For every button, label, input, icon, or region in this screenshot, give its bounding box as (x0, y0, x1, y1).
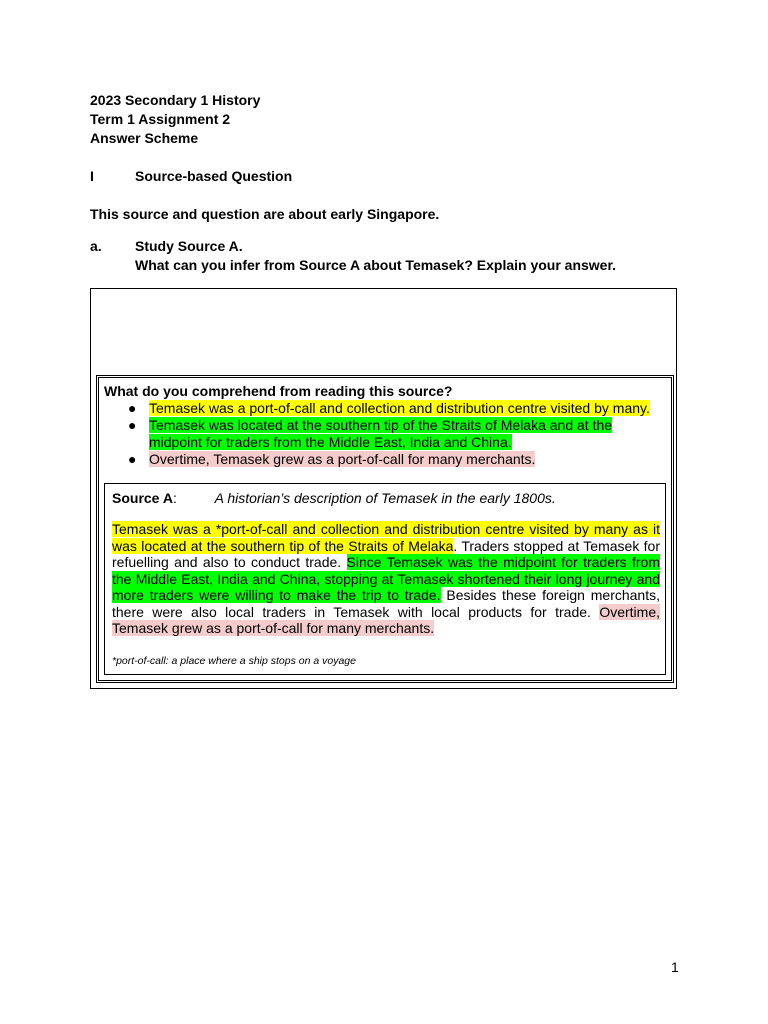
comprehension-list (104, 400, 664, 468)
source-colon: : (172, 490, 177, 506)
header-line-2: Term 1 Assignment 2 (90, 111, 231, 127)
source-label: Source A (112, 490, 173, 506)
passage-segment: Since Temasek was the midpoint for traders from the Middle East, India and China, stopping at Temasek shortened their long journey and more traders were willing to make the trip to trade. (112, 554, 660, 603)
bullet-text: Temasek was a port-of-call and collection and distribution centre visited by many. (149, 400, 650, 416)
bullet-text: Temasek was located at the southern tip of the Straits of Melaka and at the midpoint for traders from the Middle East, India and China. (149, 417, 613, 450)
question-text (135, 237, 616, 275)
source-description: A historian’s description of Temasek in the early 1800s. (214, 490, 556, 506)
passage-segment: . Traders stopped at Temasek for refuelling and also to conduct trade. (112, 537, 661, 570)
passage-segment: Besides these foreign merchants, there were also local traders in Temasek with local products for trade. (112, 587, 660, 620)
bullet-icon: ● (128, 451, 137, 467)
question-label: a. (90, 238, 102, 254)
bullet-text: Overtime, Temasek grew as a port-of-call for many merchants. (149, 451, 536, 467)
bullet-icon: ● (128, 417, 137, 433)
header-line-3: Answer Scheme (90, 130, 199, 146)
question-line-2: What can you infer from Source A about Temasek? Explain your answer. (135, 257, 617, 273)
list-item (104, 400, 664, 417)
page-number: 1 (671, 959, 679, 975)
header-line-1: 2023 Secondary 1 History (90, 92, 261, 108)
comprehension-heading: What do you comprehend from reading this source? (104, 383, 453, 399)
intro-text: This source and question are about early Singapore. (90, 206, 440, 222)
list-item (104, 417, 664, 451)
list-item (104, 451, 664, 468)
section-number: I (90, 168, 94, 184)
comprehension-section (104, 383, 664, 468)
bullet-icon: ● (128, 400, 137, 416)
source-header (112, 490, 556, 506)
section-title: Source-based Question (135, 168, 293, 184)
source-footnote: *port-of-call: a place where a ship stops on a voyage (112, 655, 356, 667)
source-passage (112, 521, 660, 637)
passage-segment: Overtime, Temasek grew as a port-of-call for many merchants. (112, 603, 660, 636)
doc-header (90, 91, 260, 148)
question-line-1: Study Source A. (135, 238, 243, 254)
passage-segment: Temasek was a *port-of-call and collection and distribution centre visited by many as it was located at the southern tip of the Straits of Melaka (112, 521, 660, 554)
